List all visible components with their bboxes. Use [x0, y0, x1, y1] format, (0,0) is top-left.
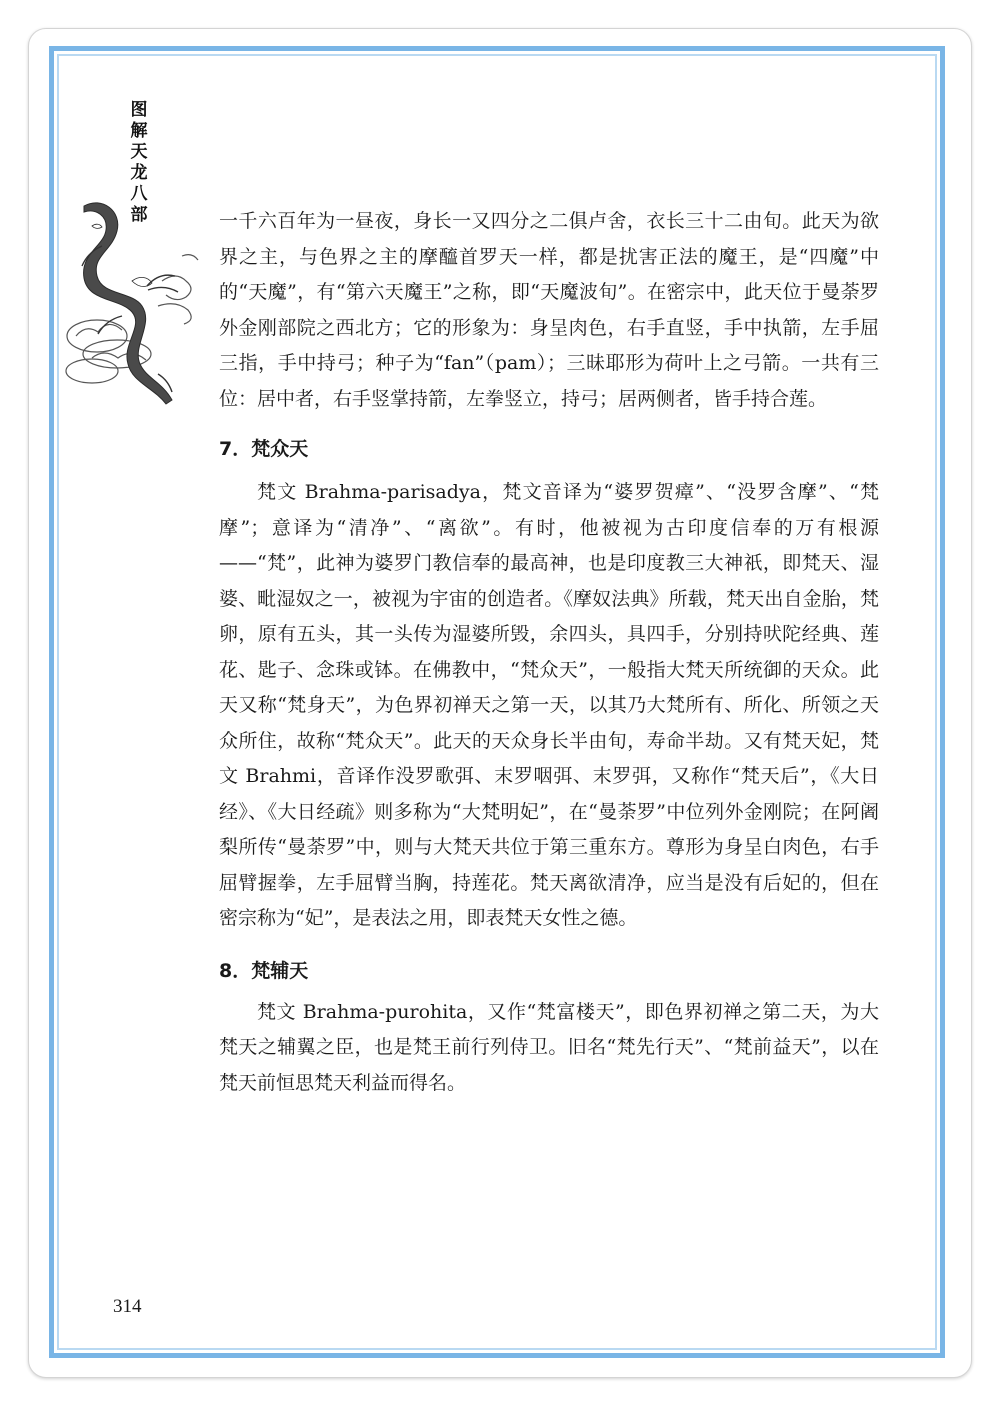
section-8-paragraph: 梵文 Brahma-purohita，又作“梵富楼天”，即色界初禅之第二天，为大梵天之辅翼之臣，也是梵王前行列侍卫。旧名“梵先行天”、“梵前益天”，以在梵天前恒思梵天利益而得名。 [219, 1000, 879, 1094]
dragon-illustration-icon [62, 186, 212, 416]
title-char: 部 [130, 205, 148, 225]
title-char: 天 [130, 142, 148, 162]
title-char: 解 [130, 121, 148, 141]
title-char: 八 [130, 184, 148, 204]
section-7-heading: 7．梵众天 [219, 438, 309, 460]
title-char: 图 [130, 100, 148, 120]
title-char: 龙 [130, 163, 148, 183]
page-body [219, 204, 879, 1101]
section-7-paragraph: 梵文 Brahma-parisadya，梵文音译为“婆罗贺瘴”、“没罗含摩”、“梵摩”；意译为“清净”、“离欲”。有时，他被视为古印度信奉的万有根源——“梵”，此神为婆罗门教信奉的最高神，也是印度教三大神祇，即梵天、湿婆、毗湿奴之一，被视为宇宙的创造者。《摩奴法典》所载，梵天出自金胎，梵卵，原有五头，其一头传为湿婆所毁，余四头，具四手，分别持吠陀经典、莲花、匙子、念珠或钵。在佛教中，“梵众天”，一般指大梵天所统御的天众。此天又称“梵身天”，为色界初禅天之第一天，以其乃大梵所有、所化、所领之天众所住，故称“梵众天”。此天的天众身长半由旬，寿命半劫。又有梵天妃，梵文 Brahmi，音译作没罗歌弭、末罗咽弭、末罗弭，又称作“梵天后”，《大日经》、《大日经疏》则多称为“大梵明妃”，在“曼荼罗”中位列外金刚院；在阿阇梨所传“曼荼罗”中，则与大梵天共位于第三重东方。尊形为身呈白肉色，右手屈臂握拳，左手屈臂当胸，持莲花。梵天离欲清净，应当是没有后妃的，但在密宗称为“妃”，是表法之用，即表梵天女性之德。 [219, 481, 879, 929]
page-number: 314 [113, 1296, 142, 1317]
intro-paragraph: 一千六百年为一昼夜，身长一又四分之二俱卢舍，衣长三十二由旬。此天为欲界之主，与色界之主的摩醯首罗天一样，都是扰害正法的魔王，是“四魔”中的“天魔”，有“第六天魔王”之称，即“天魔波旬”。在密宗中，此天位于曼荼罗外金刚部院之西北方；它的形象为：身呈肉色，右手直竖，手中执箭，左手屈三指，手中持弓；种子为“fan”（pam）；三昧耶形为荷叶上之弓箭。一共有三位：居中者，右手竖掌持箭，左拳竖立，持弓；居两侧者，皆手持合莲。 [219, 210, 879, 410]
section-8-heading: 8．梵辅天 [219, 959, 309, 982]
